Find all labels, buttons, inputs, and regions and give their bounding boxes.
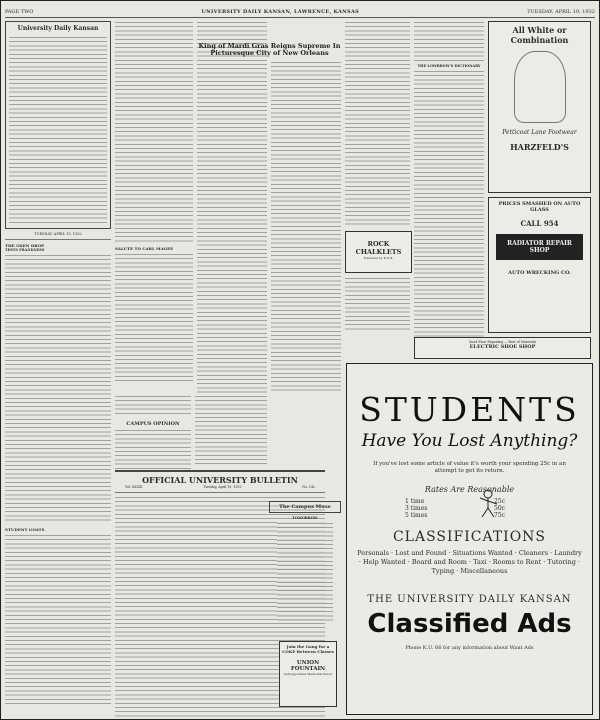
article-goats-title: STUDENT GOATS <box>5 527 45 532</box>
campus-opinion-title: CAMPUS OPINION <box>126 421 180 427</box>
article-goats-body <box>5 534 111 704</box>
campus-opinion-body <box>115 429 191 471</box>
rock-chalklets-ad <box>345 231 412 273</box>
salute-title: SALUTE TO CARL MAGEE <box>115 246 174 251</box>
column-4b <box>414 21 484 342</box>
column-text <box>115 395 191 417</box>
rates-title: Rates Are Reasonable <box>424 485 515 494</box>
call-number: CALL 954 <box>520 219 559 228</box>
all-white-headline: All White or Combination <box>510 25 569 45</box>
lost-anything-subline: Have You Lost Anything? <box>361 431 578 451</box>
prices-smashed: PRICES SMASHED ON AUTO GLASS <box>498 201 581 213</box>
auto-glass-ad <box>488 197 591 333</box>
bulletin-title: OFFICIAL UNIVERSITY BULLETIN <box>142 475 298 485</box>
page-number: PAGE TWO <box>5 9 34 15</box>
harzfelds-ad <box>488 21 591 193</box>
dictionary-body <box>414 70 484 342</box>
harzfelds-sub: Petticoat Lane Footwear <box>502 129 577 136</box>
rate-row: 5 times 75c <box>405 512 505 519</box>
article-oxen-title: THE OXEN DROP <box>5 243 45 248</box>
students-headline: STUDENTS <box>359 390 580 429</box>
column-4b-top <box>414 21 484 61</box>
paper-name: University Daily Kansan <box>17 25 99 32</box>
column-2b-body <box>197 21 267 394</box>
poem-body <box>277 522 333 622</box>
electric-shoe-shop-ad <box>414 337 591 359</box>
rate-row: 3 times 50c <box>405 505 505 512</box>
column-3-body <box>271 61 341 391</box>
campus-muse-title: The Campus Muse <box>279 504 331 510</box>
salute-body <box>115 253 193 381</box>
poem-title: TOMORROW <box>292 516 318 520</box>
classified-intro: If you've lost some article of value it's worth your spending 25c in an attempt to get its return. <box>373 461 566 474</box>
kansan-footer-title: THE UNIVERSITY DAILY KANSAN <box>367 594 572 605</box>
column-4-lower <box>345 277 410 332</box>
coke-ad-text: Join the Gang for a COKE Between Classes <box>282 644 334 654</box>
classified-ad <box>346 363 593 715</box>
figure-illustration <box>475 488 501 518</box>
campus-opinion-area <box>115 395 267 471</box>
rate-row: 1 time 25c <box>405 498 505 505</box>
editorial-masthead-box <box>5 21 111 229</box>
bulletin-vol: Vol. XXXIII <box>125 485 143 489</box>
union-fountain-ad <box>279 641 337 707</box>
column-4-lower-body <box>345 277 410 332</box>
union-fountain-sub: Self-Appointed Memorial Union <box>283 672 333 676</box>
mardi-gras-body <box>271 61 341 391</box>
paper-masthead-title: UNIVERSITY DAILY KANSAN, LAWRENCE, KANSAS <box>201 9 360 15</box>
phone-footer: Phone K.U. 66 for any information about Want Ads <box>405 645 534 651</box>
column-3 <box>197 43 342 57</box>
editorial-date: TUESDAY, APRIL 19, 1932 <box>34 232 82 236</box>
classified-ads-title: Classified Ads <box>367 609 572 639</box>
radiator-repair-banner: RADIATOR REPAIR SHOP <box>496 234 583 260</box>
staff-listing <box>9 36 107 224</box>
bulletin-no: No. 142 <box>302 485 315 489</box>
editorial-continued-body <box>115 21 193 243</box>
classifications-list: Personals · Lost and Found · Situations Wanted · Cleaners · Laundry · Help Wanted · Board and Room · Taxi · Rooms to Rent · Tutoring · Typing · Miscellaneous <box>357 549 582 575</box>
shoe-illustration <box>514 51 566 123</box>
harzfelds-name: HARZFELD'S <box>510 142 569 152</box>
classifications-title: CLASSIFICATIONS <box>392 529 547 545</box>
column-1 <box>5 21 111 704</box>
union-fountain-name: UNION FOUNTAIN <box>290 660 326 672</box>
issue-date: TUESDAY, APRIL 19, 1932 <box>527 9 595 15</box>
column-4-body <box>345 21 410 226</box>
article-oxen-body <box>5 254 111 524</box>
campus-muse-area <box>269 501 341 622</box>
column-2 <box>115 21 193 381</box>
dictionary-title: THE LOWBROW'S DICTIONARY <box>417 64 481 68</box>
mardi-gras-headline: King of Mardi Gras Reigns Supreme In Picturesque City of New Orleans <box>198 42 341 57</box>
masthead <box>5 7 595 18</box>
rock-chalklets-name: ROCK CHALKLETS <box>355 240 402 256</box>
electric-shoe-name: ELECTRIC SHOE SHOP <box>469 344 536 350</box>
column-2b <box>197 21 267 394</box>
bulletin-date: Tuesday, April 19, 1932 <box>203 485 242 489</box>
article-oxen-sub: TESTS FRANKNESS <box>5 248 45 252</box>
column-4 <box>345 21 410 226</box>
auto-wrecking-name: AUTO WRECKING CO. <box>508 270 571 276</box>
letter-body <box>195 395 267 465</box>
electric-shoe-sub: Good Shoe Repairing — Best of Materials <box>468 340 537 344</box>
rock-chalklets-sub: Fondered by K.U.B. <box>363 256 394 260</box>
